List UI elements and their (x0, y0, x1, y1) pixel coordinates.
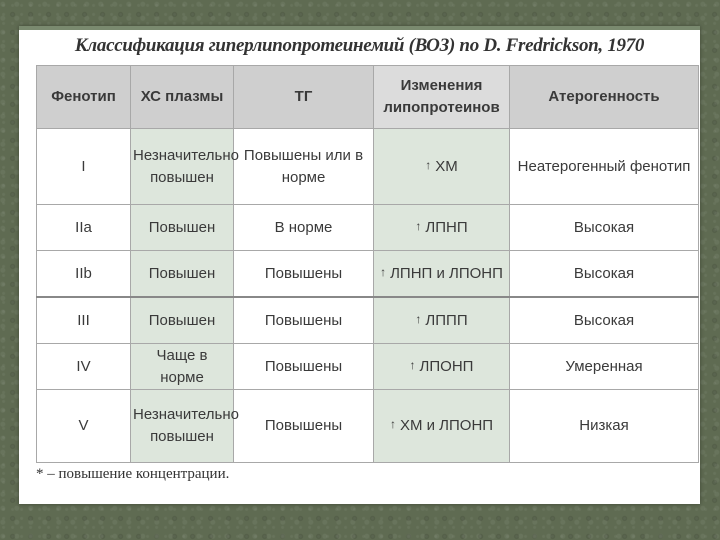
table-title: Классификация гиперлипопротеинемий (ВОЗ) по D. Fredrickson, 1970 (74, 35, 645, 56)
cell-triglycerides: Повышены (234, 297, 374, 344)
header-lipoprotein-changes: Изменения липопротеинов (374, 66, 510, 129)
cell-atherogenicity: Высокая (510, 297, 699, 344)
cell-phenotype: IIb (37, 251, 131, 298)
cell-lipoproteins (374, 205, 510, 251)
lipoprotein-text: ЛППП (425, 311, 468, 329)
header-row (37, 66, 699, 129)
lipoprotein-text: ЛПНП (425, 218, 468, 236)
cell-lipoproteins (374, 129, 510, 205)
table-row (37, 129, 699, 205)
cell-triglycerides: Повышены или в норме (234, 129, 374, 205)
increase-arrow-icon: ↑ (425, 157, 432, 172)
cell-atherogenicity: Высокая (510, 251, 699, 298)
lipoprotein-text: ЛПОНП (419, 357, 474, 375)
cell-cholesterol: Незначительно повышен (131, 129, 234, 205)
cell-atherogenicity: Низкая (510, 390, 699, 463)
cell-triglycerides: В норме (234, 205, 374, 251)
cell-triglycerides: Повышены (234, 344, 374, 390)
top-accent-bar (19, 26, 700, 30)
header-atherogenicity: Атерогенность (510, 66, 699, 129)
cell-cholesterol: Повышен (131, 251, 234, 298)
cell-triglycerides: Повышены (234, 390, 374, 463)
lipoprotein-text: ХМ (435, 157, 458, 175)
cell-cholesterol: Повышен (131, 297, 234, 344)
increase-arrow-icon: ↑ (415, 311, 422, 326)
table-row (37, 205, 699, 251)
lipoprotein-text: ЛПНП и ЛПОНП (390, 264, 503, 282)
cell-lipoproteins (374, 297, 510, 344)
table-row (37, 390, 699, 463)
cell-phenotype: III (37, 297, 131, 344)
cell-lipoproteins (374, 251, 510, 298)
increase-arrow-icon: ↑ (389, 417, 396, 431)
table-row (37, 344, 699, 390)
table-row (37, 297, 699, 344)
cell-lipoproteins (374, 390, 510, 463)
header-phenotype: Фенотип (37, 66, 131, 129)
footnote: * – повышение концентрации. (36, 466, 230, 482)
cell-triglycerides: Повышены (234, 251, 374, 298)
cell-phenotype: I (37, 129, 131, 205)
cell-phenotype: V (37, 390, 131, 463)
classification-table (36, 65, 699, 463)
cell-phenotype: IIa (37, 205, 131, 251)
table-row (37, 251, 699, 298)
cell-atherogenicity: Умеренная (510, 344, 699, 390)
increase-arrow-icon: ↑ (380, 264, 387, 279)
header-cholesterol: ХС плазмы (131, 66, 234, 129)
cell-cholesterol: Повышен (131, 205, 234, 251)
increase-arrow-icon: ↑ (409, 357, 416, 372)
cell-cholesterol: Незначительно повышен (131, 390, 234, 463)
cell-lipoproteins (374, 344, 510, 390)
increase-arrow-icon: ↑ (415, 218, 422, 233)
slide-page (19, 26, 700, 504)
lipoprotein-text: ХМ и ЛПОНП (399, 417, 494, 434)
header-triglycerides: ТГ (234, 66, 374, 129)
cell-atherogenicity: Неатерогенный фенотип (510, 129, 699, 205)
cell-cholesterol: Чаще в норме (131, 344, 234, 390)
cell-phenotype: IV (37, 344, 131, 390)
cell-atherogenicity: Высокая (510, 205, 699, 251)
